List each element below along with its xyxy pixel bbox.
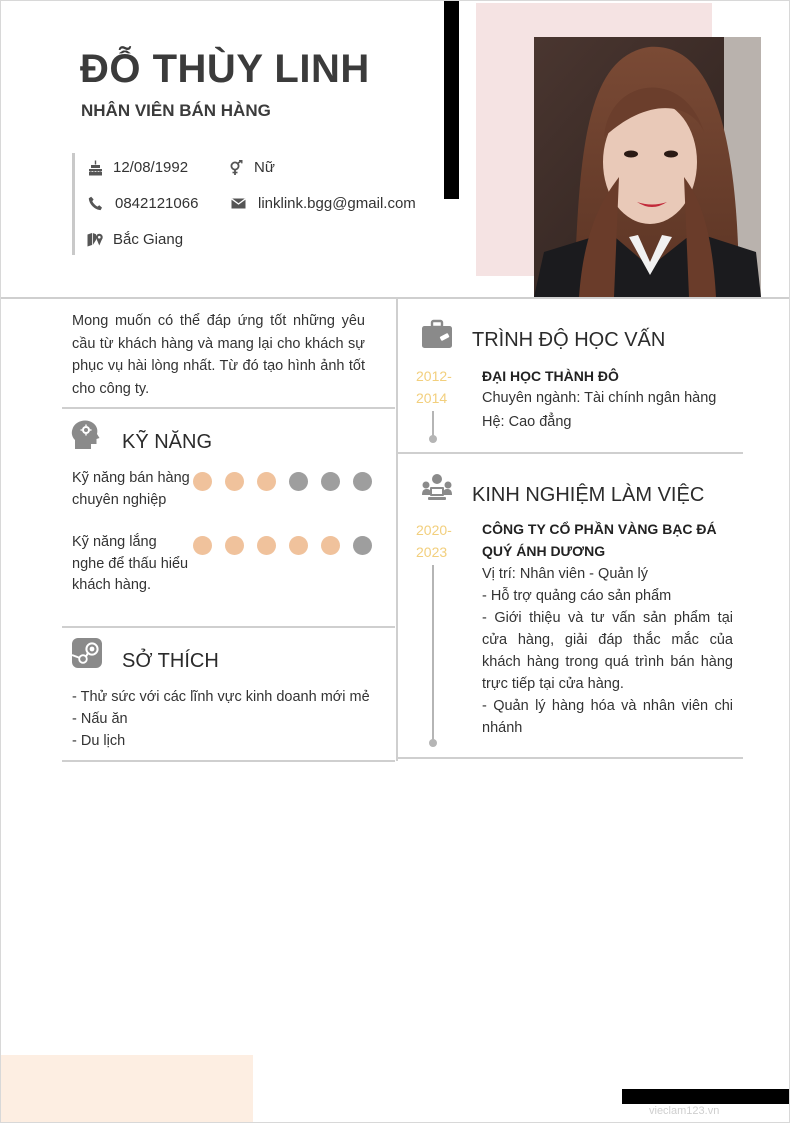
steam-icon bbox=[71, 637, 103, 669]
map-icon bbox=[87, 232, 103, 248]
career-objective: Mong muốn có thể đáp ứng tốt những yêu cầu từ khách hàng và mang lại cho khách sự phục vụ hài lòng nhất. Từ đó tạo hình ảnh tốt cho công ty. bbox=[72, 313, 365, 397]
contact-address bbox=[87, 231, 183, 248]
phone-value: 0842121066 bbox=[115, 195, 199, 212]
birthday-value: 12/08/1992 bbox=[113, 159, 189, 176]
rating-dot-filled bbox=[257, 536, 276, 555]
hobby-item: - Du lịch bbox=[72, 733, 126, 749]
hobby-item: - Thử sức với các lĩnh vực kinh doanh mới mẻ bbox=[72, 689, 370, 705]
contact-birthday bbox=[87, 159, 188, 176]
decor-peach-block bbox=[1, 1055, 253, 1123]
rating-dot-empty bbox=[353, 472, 372, 491]
divider bbox=[398, 452, 743, 454]
experience-detail-item: Vị trí: Nhân viên - Quản lý bbox=[482, 566, 649, 582]
rating-dot-filled bbox=[321, 536, 340, 555]
year-end: 2023 bbox=[416, 544, 448, 560]
gender-icon bbox=[228, 160, 244, 176]
head-gear-icon bbox=[71, 418, 103, 450]
divider bbox=[62, 407, 395, 409]
contact-divider bbox=[72, 153, 75, 255]
skill-rating bbox=[193, 536, 385, 555]
decor-black-bar bbox=[444, 1, 459, 199]
divider bbox=[62, 626, 395, 628]
rating-dot-filled bbox=[225, 472, 244, 491]
rating-dot-filled bbox=[193, 536, 212, 555]
divider bbox=[62, 760, 395, 762]
education-major: Chuyên ngành: Tài chính ngân hàng bbox=[482, 390, 717, 406]
address-value: Bắc Giang bbox=[113, 231, 184, 248]
candidate-name: ĐỖ THÙY LINH bbox=[80, 47, 370, 91]
email-icon bbox=[230, 196, 246, 212]
watermark: vieclam123.vn bbox=[649, 1105, 720, 1117]
rating-dot-filled bbox=[193, 472, 212, 491]
experience-detail-item: - Hỗ trợ quảng cáo sản phẩm bbox=[482, 588, 672, 604]
experience-details bbox=[482, 563, 733, 739]
contact-gender bbox=[228, 159, 275, 176]
experience-title: KINH NGHIỆM LÀM VIỆC bbox=[472, 484, 705, 506]
rating-dot-empty bbox=[321, 472, 340, 491]
experience-detail-item: - Giới thiệu và tư vấn sản phẩm tại cửa hàng, giải đáp thắc mắc của khách hàng trong quá trình bán hàng trực tiếp tại cửa hàng. bbox=[482, 610, 733, 692]
hobbies-title: SỞ THÍCH bbox=[122, 650, 219, 672]
education-title: TRÌNH ĐỘ HỌC VẤN bbox=[472, 329, 666, 351]
company-name: CÔNG TY CỔ PHẦN VÀNG BẠC ĐÁ bbox=[482, 521, 717, 537]
timeline-line bbox=[432, 411, 434, 437]
timeline-dot bbox=[429, 739, 437, 747]
rating-dot-empty bbox=[353, 536, 372, 555]
rating-dot-filled bbox=[289, 536, 308, 555]
skills-title: KỸ NĂNG bbox=[122, 431, 213, 453]
birthday-cake-icon bbox=[87, 160, 103, 176]
job-title: NHÂN VIÊN BÁN HÀNG bbox=[81, 101, 271, 120]
email-value: linklink.bgg@gmail.com bbox=[258, 195, 416, 212]
hobby-item: - Nấu ăn bbox=[72, 711, 128, 727]
profile-photo bbox=[534, 37, 761, 297]
divider bbox=[398, 757, 743, 759]
company-name-cont: QUÝ ÁNH DƯƠNG bbox=[482, 543, 606, 559]
decor-black-bar-bottom bbox=[622, 1089, 790, 1104]
briefcase-icon bbox=[421, 319, 453, 351]
skill-label: Kỹ năng bán hàng chuyên nghiệp bbox=[72, 470, 190, 508]
timeline-line bbox=[432, 565, 434, 742]
rating-dot-filled bbox=[225, 536, 244, 555]
contact-phone bbox=[87, 195, 198, 212]
skill-label: Kỹ năng lắng nghe để thấu hiểu khách hàng. bbox=[72, 534, 189, 593]
contact-email bbox=[230, 195, 416, 212]
year-start: 2020- bbox=[416, 522, 452, 538]
education-level: Hệ: Cao đẳng bbox=[482, 414, 572, 430]
hobbies-list bbox=[72, 686, 370, 752]
experience-detail-item: - Quản lý hàng hóa và nhân viên chi nhánh bbox=[482, 698, 733, 736]
education-years bbox=[416, 365, 456, 409]
year-end: 2014 bbox=[416, 390, 448, 406]
users-icon bbox=[421, 473, 453, 505]
year-start: 2012- bbox=[416, 368, 452, 384]
phone-icon bbox=[87, 196, 103, 212]
rating-dot-empty bbox=[289, 472, 308, 491]
timeline-dot bbox=[429, 435, 437, 443]
experience-years bbox=[416, 519, 456, 563]
school-name: ĐẠI HỌC THÀNH ĐÔ bbox=[482, 368, 619, 384]
skill-rating bbox=[193, 472, 385, 491]
rating-dot-filled bbox=[257, 472, 276, 491]
column-divider bbox=[396, 299, 398, 761]
gender-value: Nữ bbox=[254, 159, 275, 176]
